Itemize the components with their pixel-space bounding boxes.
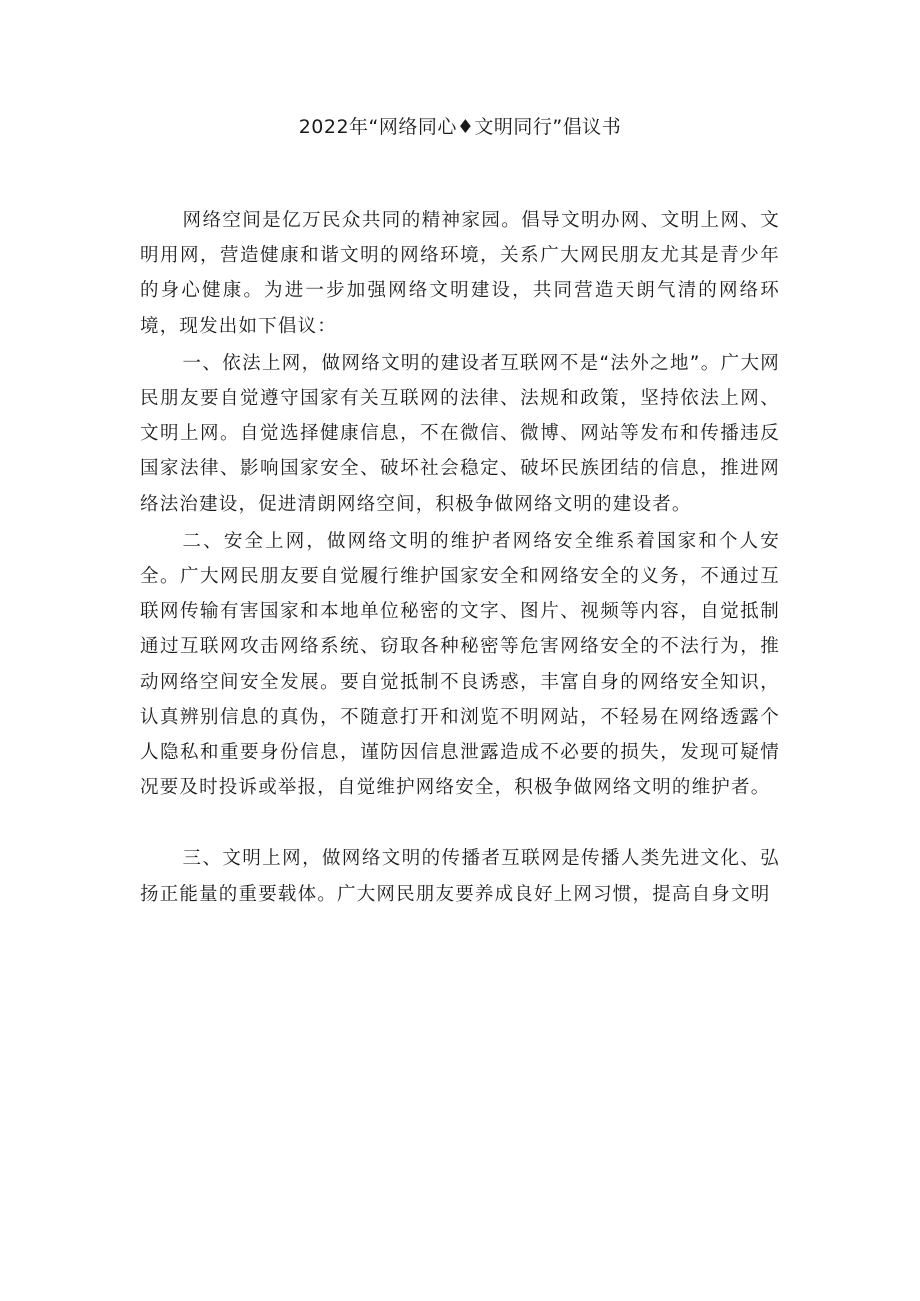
paragraph-security: 二、安全上网，做网络文明的维护者网络安全维系着国家和个人安全。广大网民朋友要自觉履行维护国家安全和网络安全的义务，不通过互联网传输有害国家和本地单位秘密的文字、图片、视频等内容，自觉抵制通过互联网攻击网络系统、窃取各种秘密等危害网络安全的不法行为，推动网络空间安全发展。要自觉抵制不良诱惑，丰富自身的网络安全知识，认真辨别信息的真伪，不随意打开和浏览不明网站，不轻易在网络透露个人隐私和重要身份信息，谨防因信息泄露造成不必要的损失，发现可疑情况要及时投诉或举报，自觉维护网络安全，积极争做网络文明的维护者。 <box>140 530 780 799</box>
paragraph-intro: 网络空间是亿万民众共同的精神家园。倡导文明办网、文明上网、文明用网，营造健康和谐文明的网络环境，关系广大网民朋友尤其是青少年的身心健康。为进一步加强网络文明建设，共同营造天朗气清的网络环境，现发出如下倡议： <box>140 210 780 337</box>
paragraph-law: 一、依法上网，做网络文明的建设者互联网不是“法外之地”。广大网民朋友要自觉遵守国家有关互联网的法律、法规和政策，坚持依法上网、文明上网。自觉选择健康信息，不在微信、微博、网站等发布和传播违反国家法律、影响国家安全、破坏社会稳定、破坏民族团结的信息，推进网络法治建设，促进清朗网络空间，积极争做网络文明的建设者。 <box>140 352 780 515</box>
document-title: 2022年“网络同心♦文明同行”倡议书 <box>298 116 622 138</box>
paragraph-civility: 三、文明上网，做网络文明的传播者互联网是传播人类先进文化、弘扬正能量的重要载体。广大网民朋友要养成良好上网习惯，提高自身文明 <box>140 848 780 905</box>
document-body <box>140 203 780 912</box>
